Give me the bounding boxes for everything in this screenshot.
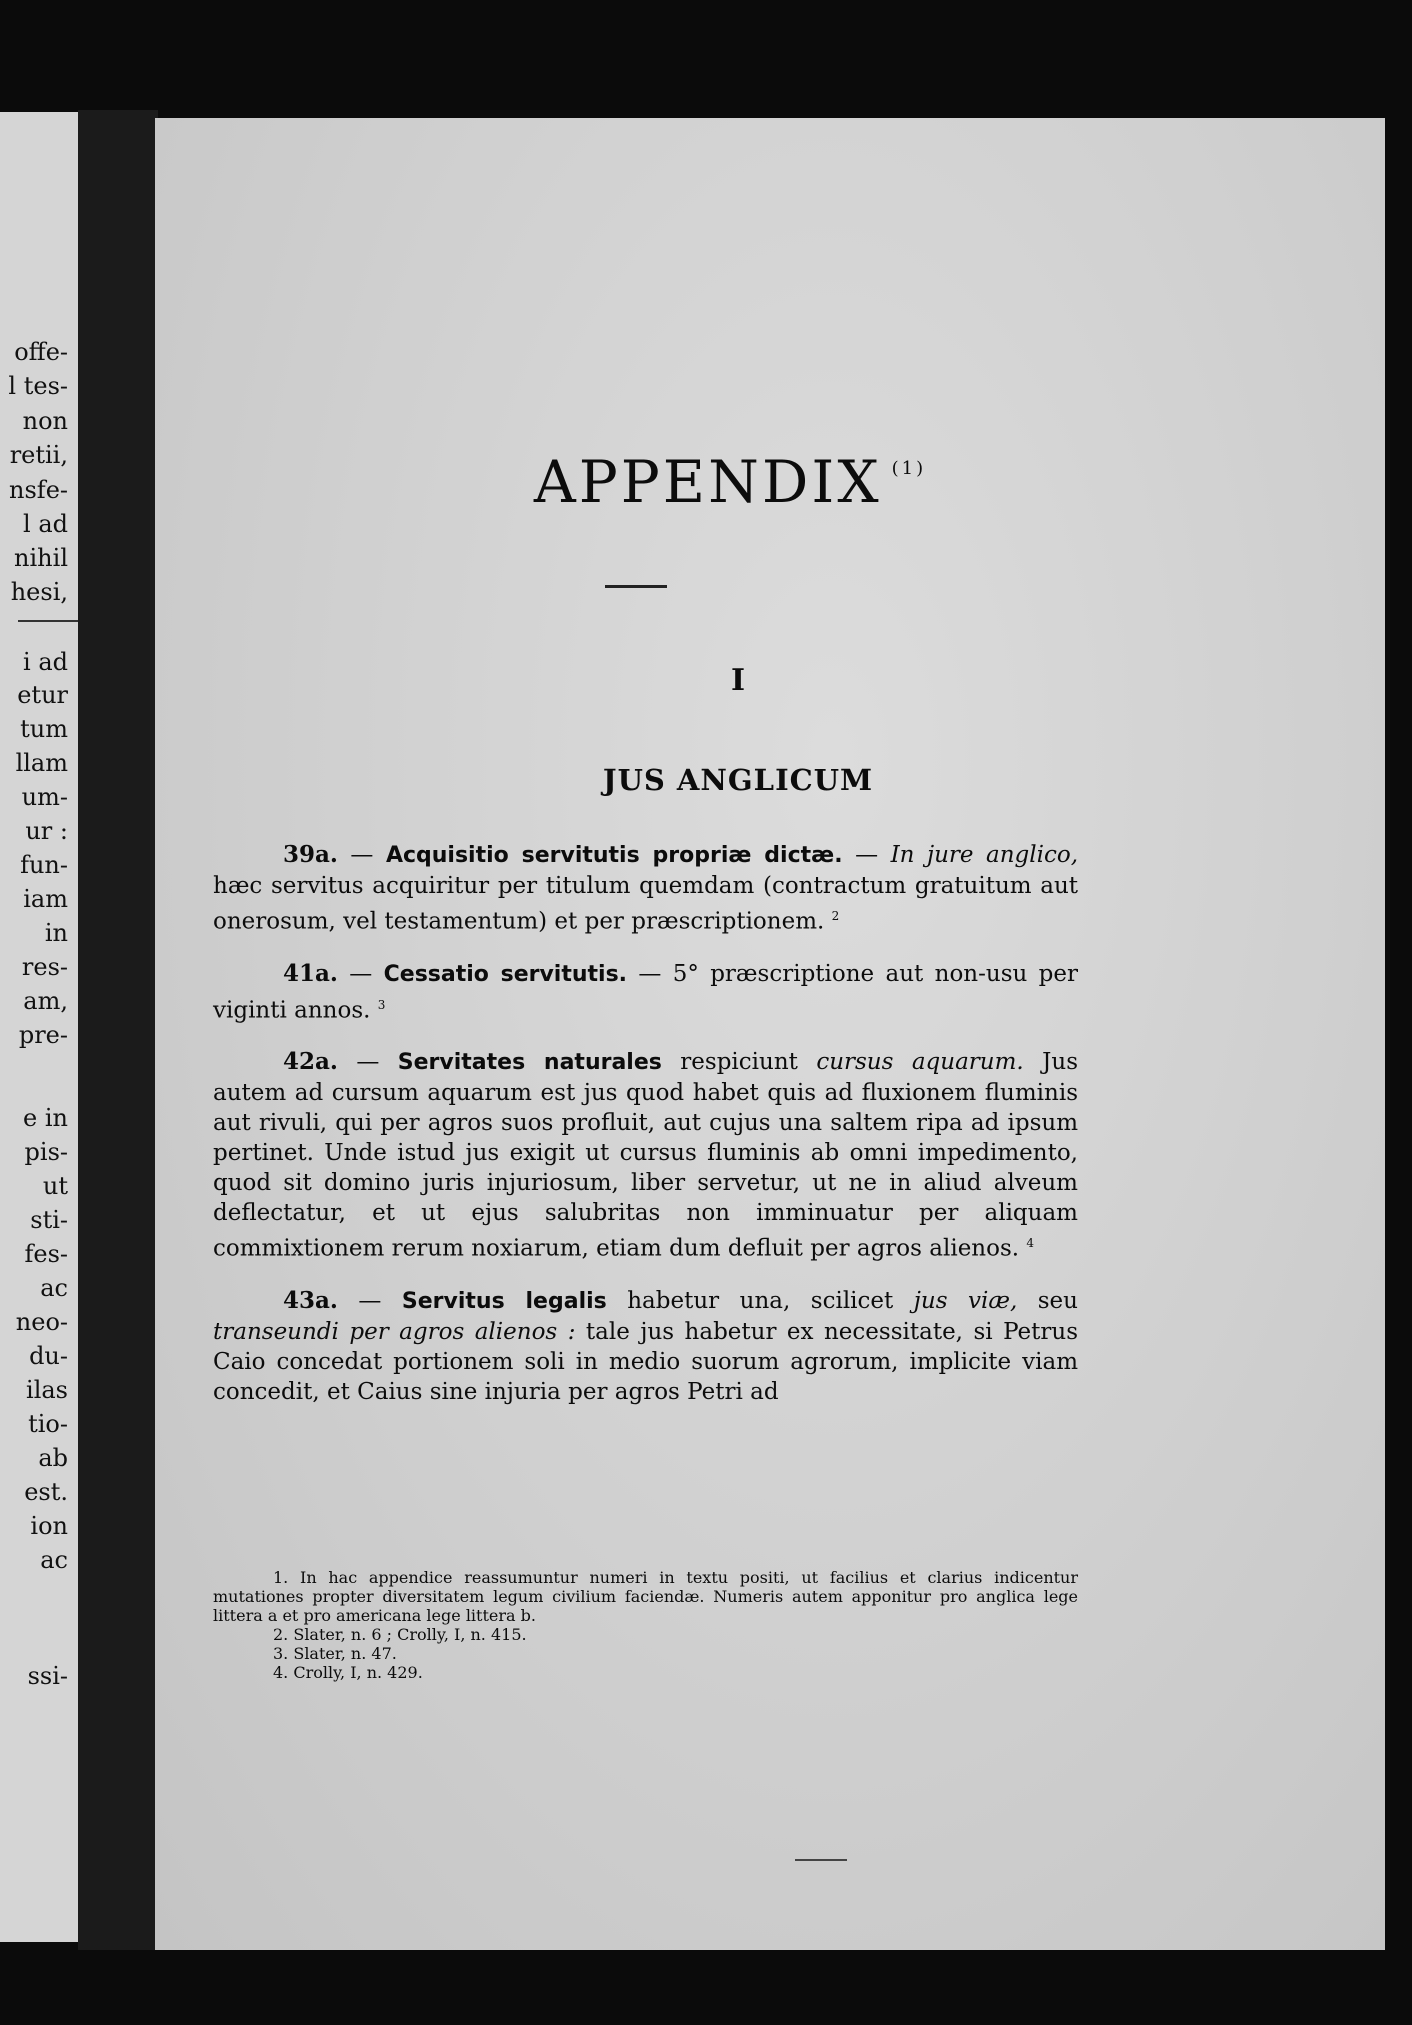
dash: — [337, 842, 386, 868]
paragraph-number: 42a. [283, 1048, 338, 1076]
left-page-fragment: fes- [24, 1240, 68, 1268]
left-page-fragment: tum [20, 715, 68, 743]
left-page-fragment: am, [23, 987, 68, 1015]
page-title [155, 448, 1345, 516]
title-footnote-marker: (1) [891, 458, 927, 479]
left-page-fragments [0, 112, 78, 1942]
paragraph-text: seu [1017, 1287, 1078, 1314]
paragraph-rubric: Acquisitio servitutis propriæ dictæ. [385, 843, 843, 868]
left-page-fragment: res- [21, 953, 68, 981]
left-page-fragment: tio- [28, 1410, 68, 1438]
paragraph-rubric: Servitus legalis [401, 1288, 607, 1314]
paragraph-number: 43a. [283, 1286, 338, 1314]
left-page-fragment: ac [40, 1546, 68, 1574]
dash: — [337, 960, 384, 987]
paragraph-text: respiciunt [661, 1049, 817, 1076]
left-page-fragment: sti- [30, 1206, 68, 1234]
main-page [155, 118, 1385, 1950]
left-page-fragment: pre- [18, 1021, 68, 1049]
italic-text: transeundi per agros alienos : [213, 1318, 576, 1345]
left-page-fragment: hesi, [10, 578, 68, 606]
left-page-fragment: e in [23, 1104, 68, 1132]
section-number: I [730, 663, 746, 698]
left-page-fragment: du- [29, 1342, 68, 1370]
paragraph-text: Jus autem ad cursum aquarum est jus quod habet quis ad fluxionem fluminis aut rivuli, qui per agros suos profluit, aut cujus una saltem ripa ad ipsum pertinet. Unde istud jus exigit ut cursus fluminis ab omni impedimento, quod sit domino juris injuriosum, liber servetur, ut ne in aliud alveum deflectatur, et ut ejus salubritas non imminuatur per aliquam commixtionem rerum noxiarum, etiam dum defluit per agros alienos. [213, 1049, 1078, 1262]
paragraph-rubric: Cessatio servitutis. [383, 961, 628, 987]
dash: — [337, 1287, 402, 1314]
section-title: JUS ANGLICUM [602, 763, 874, 797]
left-page-fragment: ur : [25, 817, 68, 845]
left-page-fragment: um- [21, 783, 68, 811]
left-page-fragment: ab [38, 1444, 68, 1472]
paragraph-42a [213, 1047, 1078, 1264]
left-page-fragment: l tes- [8, 372, 68, 400]
footnote-ref: 4 [1026, 1236, 1035, 1251]
footnote-3: 3. Slater, n. 47. [273, 1644, 397, 1663]
paragraph-number: 39a. [283, 841, 338, 868]
paragraph-41a [213, 959, 1078, 1026]
footnotes [213, 1568, 1078, 1682]
title-rule [605, 585, 667, 588]
left-page-fragment: pis- [24, 1138, 68, 1166]
paragraph-43a [213, 1286, 1078, 1407]
dash: — [842, 842, 891, 868]
book-gutter [78, 110, 158, 1950]
left-page-fragment: neo- [15, 1308, 68, 1336]
dash: — [337, 1049, 398, 1076]
body-text [213, 840, 1078, 1429]
left-page-fragment: ssi- [27, 1662, 68, 1690]
paragraph-text: — 5° præscriptione aut non-usu per viginti annos. [213, 960, 1078, 1024]
footnote-ref: 3 [377, 997, 386, 1012]
left-page-fragment: non [22, 407, 68, 435]
paragraph-text: habetur una, scilicet [606, 1287, 914, 1314]
left-page-fragment: ilas [26, 1376, 68, 1404]
left-page-fragment: fun- [20, 851, 68, 879]
paragraph-number: 41a. [283, 959, 338, 987]
footnote-2: 2. Slater, n. 6 ; Crolly, I, n. 415. [273, 1625, 527, 1644]
left-page-fragment: est. [24, 1478, 68, 1506]
italic-text: jus viæ, [913, 1287, 1018, 1314]
left-page-fragment: retii, [9, 441, 68, 469]
title-text: APPENDIX [533, 448, 882, 516]
italic-text: In jure anglico, [890, 842, 1079, 868]
left-page-fragment: iam [23, 885, 68, 913]
left-page-fragment: ut [42, 1172, 68, 1200]
left-page-fragment: etur [17, 681, 68, 709]
footnote-ref: 2 [831, 909, 840, 923]
italic-text: cursus aquarum. [816, 1049, 1024, 1076]
left-page-fragment: ion [30, 1512, 68, 1540]
left-page-fragment: l ad [23, 510, 68, 538]
left-facing-page [0, 112, 81, 1942]
left-page-fragment: i ad [23, 648, 68, 676]
footnote-1: 1. In hac appendice reassumuntur numeri in textu positi, ut facilius et clarius indicentur mutationes propter diversitatem legum civilium faciendæ. Numeris autem apponitur pro anglica lege littera a et pro americana lege littera b. [213, 1568, 1078, 1625]
left-page-fragment: in [44, 919, 68, 947]
footnote-4: 4. Crolly, I, n. 429. [273, 1663, 423, 1682]
bottom-rule [795, 1859, 847, 1861]
left-page-fragment: ac [40, 1274, 68, 1302]
left-page-fragment: offe- [14, 338, 68, 366]
paragraph-text: tale jus habetur ex necessitate, si Petrus Caio concedat portionem soli in medio suorum agrorum, implicite viam concedit, et Caius sine injuria per agros Petri ad [213, 1318, 1079, 1405]
left-page-fragment: nihil [14, 544, 68, 572]
left-page-rule [18, 620, 78, 622]
left-page-fragment: llam [15, 749, 68, 777]
paragraph-39a [213, 840, 1078, 937]
paragraph-rubric: Servitates naturales [397, 1050, 662, 1076]
left-page-fragment: nsfe- [9, 476, 68, 504]
paragraph-text: hæc servitus acquiritur per titulum quemdam (contractum gratuitum aut onerosum, vel testamentum) et per præscriptionem. [213, 873, 1078, 935]
